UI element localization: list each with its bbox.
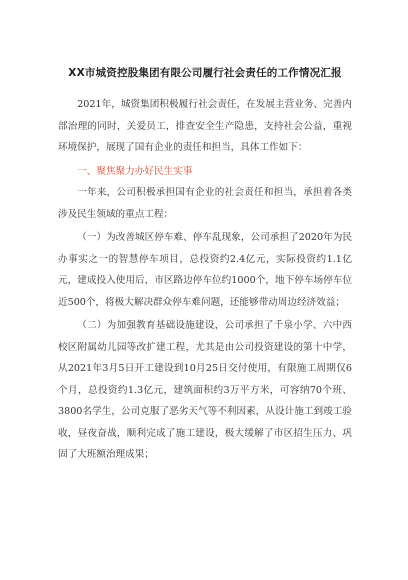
section-heading-1: 一、聚焦聚力办好民生实事 <box>77 165 193 177</box>
intro-paragraph: 2021年，城资集团积极履行社会责任，在发展主营业务、完善内部治理的同时，关爱员工，排查安全生产隐患，支持社会公益，重视环境保护，展现了国有企业的责任和担当，具体工作如下： <box>58 99 352 153</box>
item-2-paragraph: （二）为加强教育基础设施建设，公司承担了千泉小学、六中西校区附属幼儿园等改扩建工程，尤其是由公司投资建设的第十中学，从2021年3月5日开工建设到10月25日交付使用，有限施工周期仅6个月，总投资约1.3亿元，建筑面积约3万平方米，可容纳70个班、3800名学生，公司克服了恶劣天气等不利因素，从设计施工到竣工验收，昼夜奋战，顺利完成了施工建设，极大缓解了市区招生压力、巩固了大班额治理成果； <box>58 320 352 460</box>
document-title: XX市城资控股集团有限公司履行社会责任的工作情况汇报 <box>68 67 342 79</box>
section-1-intro-paragraph: 一年来，公司积极承担国有企业的社会责任和担当，承担着各类涉及民生领域的重点工程： <box>58 187 352 220</box>
item-1-paragraph: （一）为改善城区停车难、停车乱现象，公司承担了2020年为民办事实之一的智慧停车项目，总投资约2.4亿元，实际投资约1.1亿元，建成投入使用后，市区路边停车位约1000个，地下停车场停车位近500个，将极大解决群众停车难问题，还能够带动周边经济效益； <box>58 232 352 308</box>
